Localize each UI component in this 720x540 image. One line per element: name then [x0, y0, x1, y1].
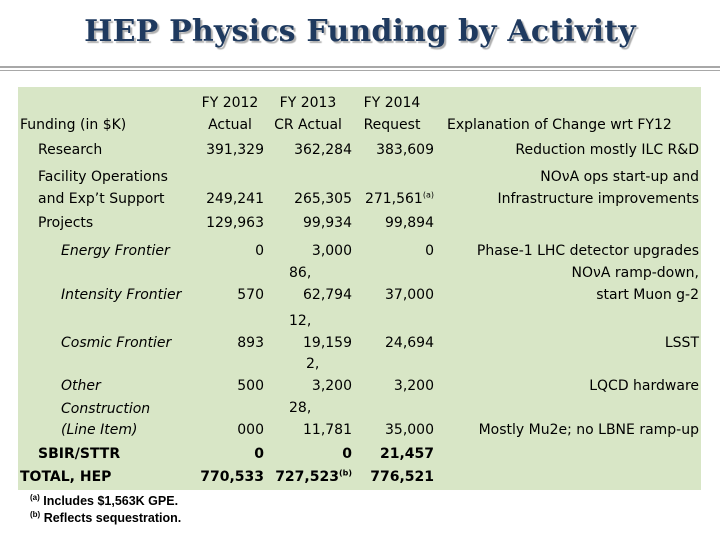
row-other-fy2012: 500 [237, 378, 264, 394]
footnote-a-text: Includes $1,563K GPE. [43, 494, 179, 508]
row-research-fy2012: 391,329 [206, 142, 264, 158]
header-fy2014-type: Request [363, 117, 421, 133]
row-cosmic-label: Cosmic Frontier [61, 335, 172, 351]
row-intensity-fy2012: 570 [237, 287, 264, 303]
row-sbir-fy2014: 21,457 [379, 446, 434, 462]
row-total-fy2013-value: 727,523 [275, 469, 339, 485]
row-energy-explanation-line2: NOνA ramp-down, [571, 265, 699, 281]
row-total-label: TOTAL, HEP [20, 469, 112, 485]
row-facility-fy2014-value: 271,561 [364, 191, 423, 207]
row-construction-label-line1: Construction [61, 401, 151, 417]
row-cosmic-fy2012: 893 [237, 335, 264, 351]
row-sbir-fy2013: 0 [342, 446, 352, 462]
row-energy-label: Energy Frontier [61, 243, 170, 259]
row-construction-fy2012: 000 [237, 422, 264, 438]
row-intensity-fy2014: 37,000 [385, 287, 434, 303]
row-facility-explanation-line2: Infrastructure improvements [497, 191, 699, 207]
row-cosmic-fy2013-part2: 19,159 [303, 335, 352, 351]
row-energy-fy2013: 3,000 [311, 243, 352, 259]
row-energy-explanation-line1: Phase-1 LHC detector upgrades [476, 243, 699, 259]
title-divider-thin [0, 70, 720, 71]
row-cosmic-explanation: LSST [664, 335, 699, 351]
row-research-fy2013: 362,284 [294, 142, 352, 158]
row-construction-explanation: Mostly Mu2e; no LBNE ramp-up [478, 422, 699, 438]
row-projects-fy2012: 129,963 [206, 215, 264, 231]
row-projects-fy2013: 99,934 [303, 215, 352, 231]
row-facility-fy2012: 249,241 [206, 191, 264, 207]
row-facility-label-line2: and Exp’t Support [38, 191, 165, 207]
header-fy2014-year: FY 2014 [363, 95, 421, 111]
row-total-fy2013 [268, 468, 352, 486]
row-other-label: Other [61, 378, 101, 394]
footnote-a-ref: (a) [422, 190, 434, 200]
row-sbir-label: SBIR/STTR [38, 446, 121, 462]
footnote-b-mark: (b) [30, 509, 41, 519]
row-research-explanation: Reduction mostly ILC R&D [515, 142, 699, 158]
row-facility-explanation-line1: NOνA ops start-up and [540, 169, 699, 185]
footnote-a-mark: (a) [30, 492, 40, 502]
header-fy2012-year: FY 2012 [201, 95, 259, 111]
row-construction-fy2013-part2: 11,781 [303, 422, 352, 438]
row-other-fy2013-part1: 2, [306, 356, 320, 372]
row-total-fy2012: 770,533 [200, 469, 264, 485]
row-research-fy2014: 383,609 [376, 142, 434, 158]
row-facility-fy2013: 265,305 [294, 191, 352, 207]
header-fy2012-type: Actual [208, 117, 252, 133]
row-cosmic-fy2013-part1: 12, [289, 313, 312, 329]
row-energy-fy2014: 0 [425, 243, 434, 259]
row-construction-label-line2: (Line Item) [61, 422, 138, 438]
row-other-fy2013-part2: 3,200 [311, 378, 352, 394]
row-energy-explanation-line3: start Muon g-2 [596, 287, 699, 303]
title-divider [0, 66, 720, 68]
row-research-label: Research [38, 142, 103, 158]
row-facility-fy2014 [350, 190, 434, 208]
row-sbir-fy2012: 0 [254, 446, 264, 462]
row-cosmic-fy2014: 24,694 [385, 335, 434, 351]
row-intensity-fy2013-part2: 62,794 [303, 287, 352, 303]
header-fy2013-type: CR Actual [274, 117, 342, 133]
footnote-b [30, 511, 181, 525]
header-funding-label: Funding (in $K) [20, 117, 127, 133]
footnote-b-ref: (b) [338, 468, 352, 478]
row-construction-fy2013-part1: 28, [289, 400, 312, 416]
header-fy2013-year: FY 2013 [279, 95, 337, 111]
row-other-explanation: LQCD hardware [589, 378, 699, 394]
row-construction-fy2014: 35,000 [385, 422, 434, 438]
row-facility-label-line1: Facility Operations [38, 169, 168, 185]
row-projects-label: Projects [38, 215, 94, 231]
page-title: HEP Physics Funding by Activity [84, 14, 636, 49]
row-intensity-label: Intensity Frontier [61, 287, 182, 303]
footnote-a [30, 494, 178, 508]
row-intensity-fy2013-part1: 86, [289, 265, 312, 281]
row-projects-fy2014: 99,894 [385, 215, 434, 231]
header-explanation: Explanation of Change wrt FY12 [447, 117, 672, 133]
footnote-b-text: Reflects sequestration. [43, 511, 182, 525]
row-other-fy2014: 3,200 [393, 378, 434, 394]
row-total-fy2014: 776,521 [370, 469, 434, 485]
row-energy-fy2012: 0 [255, 243, 264, 259]
